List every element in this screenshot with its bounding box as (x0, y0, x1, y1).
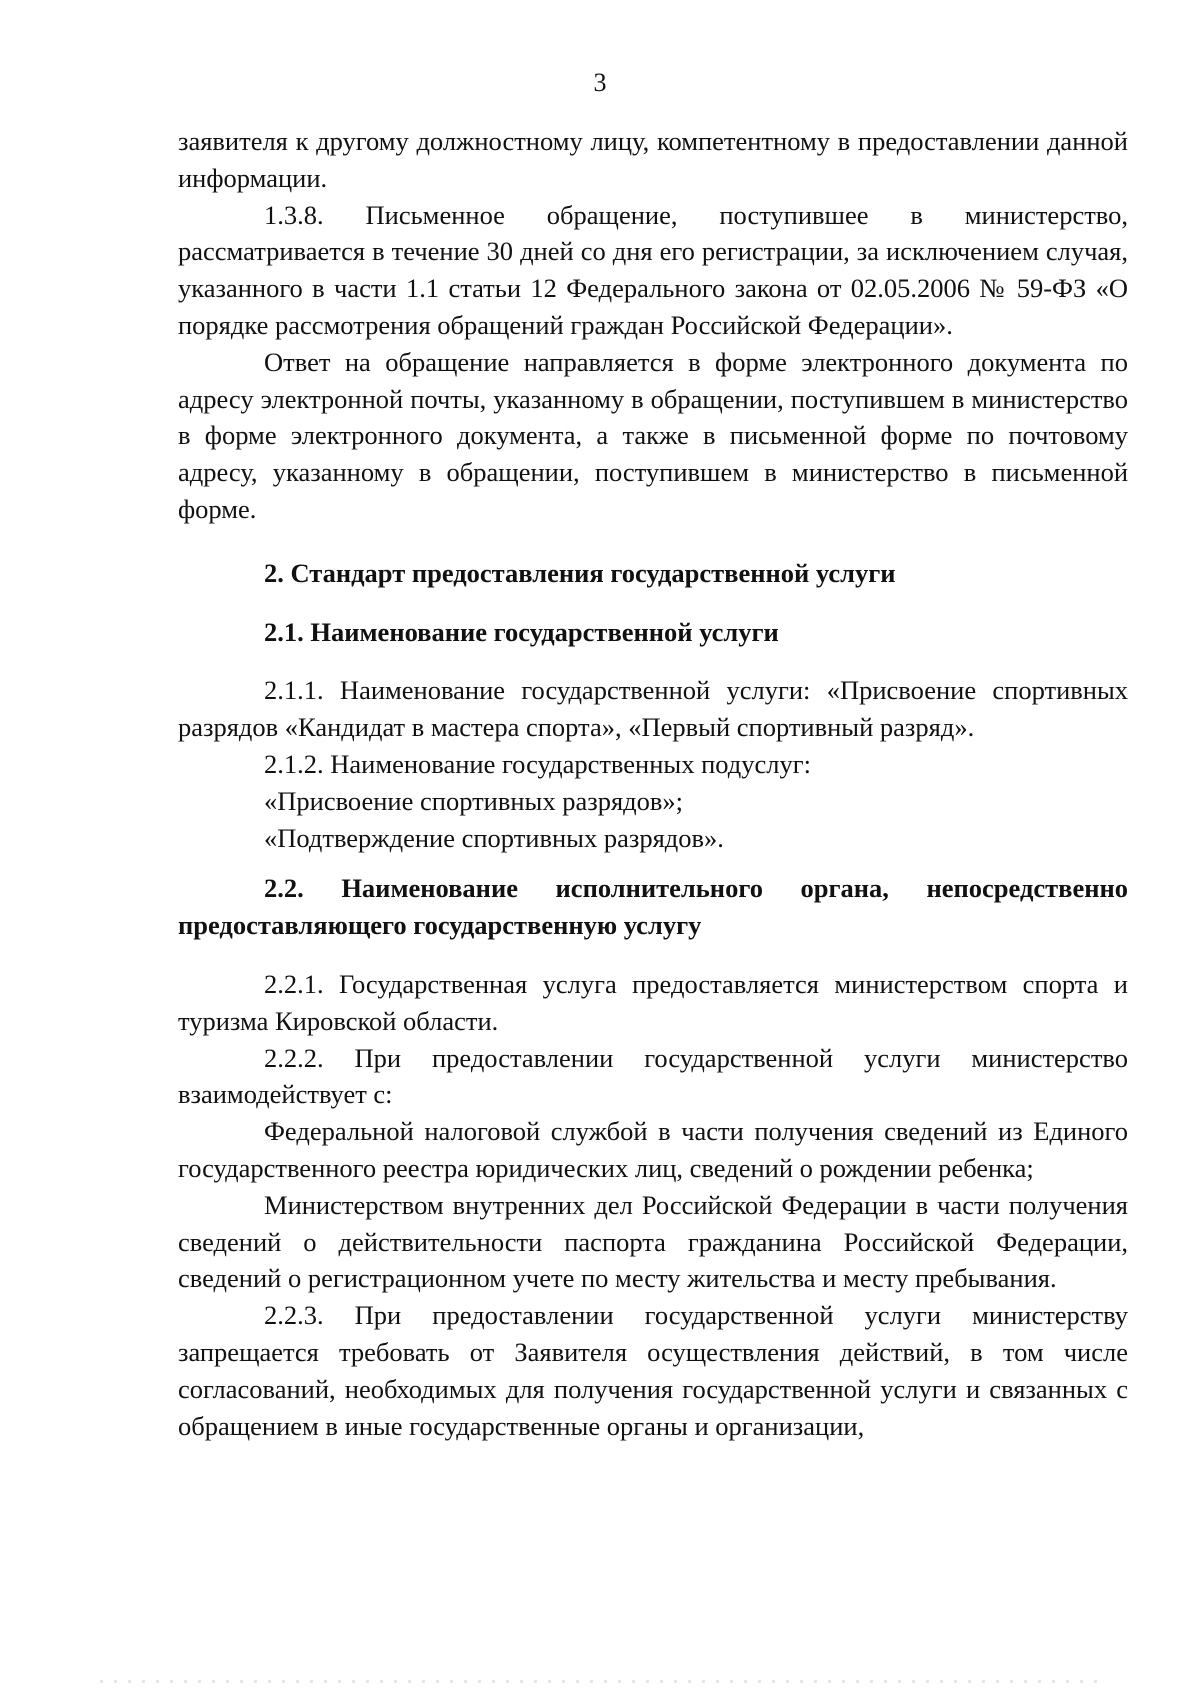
paragraph-1-3-8: 1.3.8. Письменное обращение, поступившее в министерство, рассматривается в течение 30 дней со дня его регистрации, за исключением случая, указанного в части 1.1 статьи 12 Федерального закона от 02.05.2006 № 59-ФЗ «О порядке рассмотрения обращений граждан Российской Федерации». (178, 199, 1128, 340)
subservice-item-2: «Подтверждение спортивных разрядов». (264, 822, 724, 853)
paragraph-tax-service: Федеральной налоговой службой в части получения сведений из Единого государственного реестра юридических лиц, сведений о рождении ребенка; (178, 1116, 1128, 1183)
page-number: 3 (593, 68, 607, 97)
paragraph-2-2-2: 2.2.2. При предоставлении государственной услуги министерство взаимодействует с: (178, 1042, 1128, 1110)
subsection-2-1-heading: 2.1. Наименование государственной услуги (264, 616, 779, 647)
document-body (178, 123, 1128, 1444)
paragraph-2-2-1: 2.2.1. Государственная услуга предоставляется министерством спорта и туризма Кировской области. (178, 968, 1128, 1036)
subsection-2-2-heading: 2.2. Наименование исполнительного органа, непосредственно предоставляющего государственную услугу (178, 873, 1128, 941)
paragraph-interior-ministry: Министерством внутренних дел Российской Федерации в части получения сведений о действительности паспорта гражданина Российской Федерации, сведений о регистрационном учете по месту жительства и месту пребывания. (178, 1189, 1128, 1294)
paragraph-continuation: заявителя к другому должностному лицу, компетентному в предоставлении данной информации. (178, 126, 1128, 193)
subservice-item-1: «Присвоение спортивных разрядов»; (264, 785, 684, 816)
paragraph-2-1-2: 2.1.2. Наименование государственных подуслуг: (264, 748, 811, 779)
scan-artifact (100, 1680, 1100, 1683)
paragraph-2-2-3: 2.2.3. При предоставлении государственной услуги министерству запрещается требовать от Заявителя осуществления действий, в том числе согласований, необходимых для получения государственной услуги и связанных с обращением в иные государственные органы и организации, (178, 1300, 1128, 1441)
section-2-heading: 2. Стандарт предоставления государственной услуги (264, 557, 896, 588)
paragraph-response: Ответ на обращение направляется в форме электронного документа по адресу электронной почты, указанному в обращении, поступившем в министерство в форме электронного документа, а также в письменной форме по почтовому адресу, указанному в обращении, поступившем в министерство в письменной форме. (178, 346, 1128, 524)
paragraph-2-1-1: 2.1.1. Наименование государственной услуги: «Присвоение спортивных разрядов «Кандидат в мастера спорта», «Первый спортивный разряд». (178, 675, 1128, 743)
